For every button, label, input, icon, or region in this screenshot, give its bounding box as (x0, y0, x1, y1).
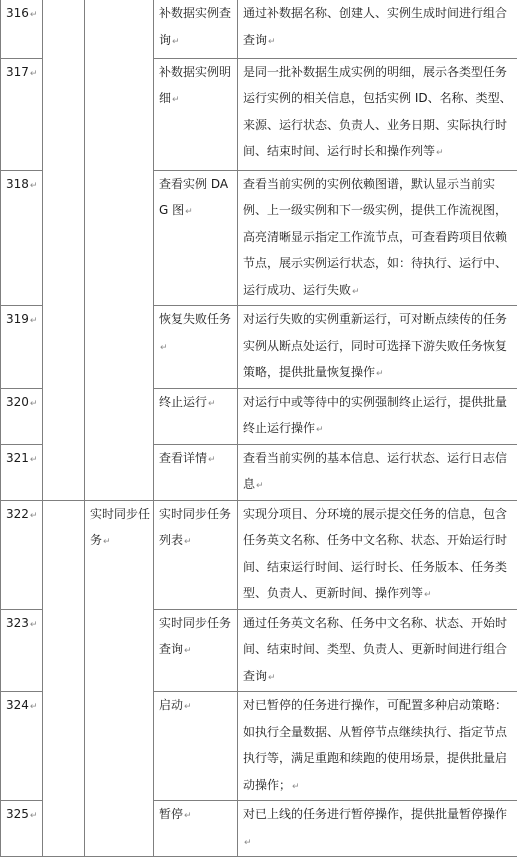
table-row (1, 500, 517, 609)
row-number-cell: 317↵ (1, 58, 43, 170)
function-name-cell: 补数据实例明细↵ (154, 58, 238, 170)
function-name-cell: 实时同步任务查询↵ (154, 609, 238, 692)
empty-cell (85, 0, 154, 500)
empty-cell (43, 500, 85, 857)
function-name-cell: 启动↵ (154, 692, 238, 801)
function-name-cell: 补数据实例查询↵ (154, 0, 238, 58)
description-cell: 对已上线的任务进行暂停操作，提供批量暂停操作↵ (238, 801, 517, 857)
description-cell: 是同一批补数据生成实例的明细，展示各类型任务运行实例的相关信息，包括实例 ID、名称、类型、来源、运行状态、负责人、业务日期、实际执行时间、结束时间、运行时长和操作列等↵ (238, 58, 517, 170)
function-name-cell: 恢复失败任务↵ (154, 306, 238, 389)
empty-cell (43, 0, 85, 500)
row-number-cell: 324↵ (1, 692, 43, 801)
description-cell: 对运行中或等待中的实例强制终止运行，提供批量终止运行操作↵ (238, 388, 517, 444)
function-name-cell: 查看详情↵ (154, 444, 238, 500)
table-row (1, 0, 517, 58)
row-number-cell: 316↵ (1, 0, 43, 58)
row-number-cell: 323↵ (1, 609, 43, 692)
description-cell: 对已暂停的任务进行操作，可配置多种启动策略：如执行全量数据、从暂停节点继续执行、指定节点执行等，满足重跑和续跑的使用场景，提供批量启动操作；↵ (238, 692, 517, 801)
row-number-cell: 318↵ (1, 170, 43, 306)
row-number-cell: 322↵ (1, 500, 43, 609)
row-number-cell: 320↵ (1, 388, 43, 444)
row-number-cell: 325↵ (1, 801, 43, 857)
description-cell: 查看当前实例的基本信息、运行状态、运行日志信息↵ (238, 444, 517, 500)
row-number-cell: 321↵ (1, 444, 43, 500)
description-cell: 实现分项目、分环境的展示提交任务的信息，包含任务英文名称、任务中文名称、状态、开始运行时间、结束运行时间、运行时长、任务版本、任务类型、负责人、更新时间、操作列等↵ (238, 500, 517, 609)
description-cell: 对运行失败的实例重新运行，可对断点续传的任务实例从断点处运行，同时可选择下游失败任务恢复策略，提供批量恢复操作↵ (238, 306, 517, 389)
description-cell: 通过任务英文名称、任务中文名称、状态、开始时间、结束时间、类型、负责人、更新时间进行组合查询↵ (238, 609, 517, 692)
row-number-cell: 319↵ (1, 306, 43, 389)
description-cell: 通过补数据名称、创建人、实例生成时间进行组合查询↵ (238, 0, 517, 58)
group-name-cell: 实时同步任务↵ (85, 500, 154, 857)
function-name-cell: 查看实例 DAG 图↵ (154, 170, 238, 306)
function-name-cell: 终止运行↵ (154, 388, 238, 444)
description-cell: 查看当前实例的实例依赖图谱，默认显示当前实例、上一级实例和下一级实例，提供工作流视图，高亮清晰显示指定工作流节点，可查看跨项目依赖节点，展示实例运行状态，如：待执行、运行中、运行成功、运行失败↵ (238, 170, 517, 306)
function-name-cell: 实时同步任务列表↵ (154, 500, 238, 609)
function-name-cell: 暂停↵ (154, 801, 238, 857)
